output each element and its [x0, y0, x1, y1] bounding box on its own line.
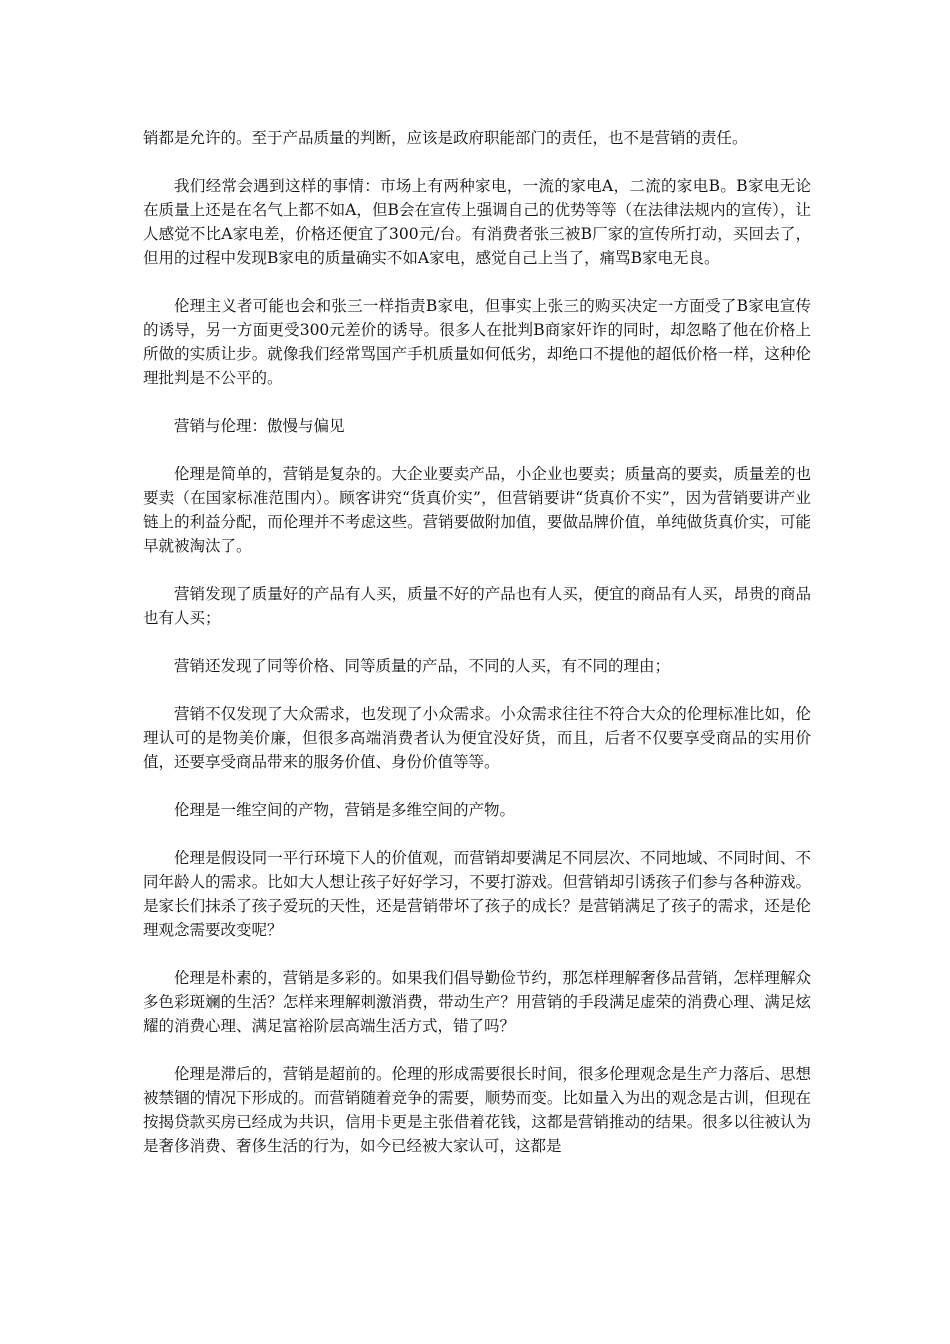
- paragraph-dimensions: 伦理是一维空间的产物，营销是多维空间的产物。: [174, 801, 516, 819]
- paragraph-continuation: 销都是允许的。至于产品质量的判断，应该是政府职能部门的责任，也不是营销的责任。: [143, 129, 748, 147]
- paragraph-values-environment: 伦理是假设同一平行环境下人的价值观，而营销却要满足不同层次、不同地域、不同时间、不同年龄人的需求。比如大人想让孩子好好学习，不要打游戏。但营销却引诱孩子们参与各种游戏。是家长们抹杀了孩子爱玩的天性，还是营销带坏了孩子的成长？是营销满足了孩子的需求，还是伦理观念需要改变呢？: [143, 849, 811, 939]
- document-body: [143, 126, 811, 1182]
- paragraph-marketing-discovery-1: 营销发现了质量好的产品有人买，质量不好的产品也有人买，便宜的商品有人买，昂贵的商品也有人买；: [143, 585, 811, 627]
- paragraph-lagging-vs-leading: 伦理是滞后的，营销是超前的。伦理的形成需要很长时间，很多伦理观念是生产力落后、思想被禁锢的情况下形成的。而营销随着竞争的需要，顺势而变。比如量入为出的观念是古训，但现在按揭贷款买房已经成为共识，信用卡更是主张借着花钱，这都是营销推动的结果。很多以往被认为是奢侈消费、奢侈生活的行为，如今已经被大家认可，这都是: [143, 1065, 811, 1155]
- paragraph-simple-vs-complex: 伦理是简单的，营销是复杂的。大企业要卖产品，小企业也要卖；质量高的要卖，质量差的也要卖（在国家标准范围内）。顾客讲究“货真价实”，但营销要讲“货真价不实”，因为营销要讲产业链上的利益分配，而伦理并不考虑这些。营销要做附加值，要做品牌价值，单纯做货真价实，可能早就被淘汰了。: [143, 465, 811, 555]
- paragraph-simple-vs-colorful: 伦理是朴素的，营销是多彩的。如果我们倡导勤俭节约，那怎样理解奢侈品营销，怎样理解众多色彩斑斓的生活？怎样来理解刺激消费，带动生产？用营销的手段满足虚荣的消费心理、满足炫耀的消费心理、满足富裕阶层高端生活方式，错了吗？: [143, 969, 811, 1035]
- paragraph-niche-demand: 营销不仅发现了大众需求，也发现了小众需求。小众需求往往不符合大众的伦理标准比如，伦理认可的是物美价廉，但很多高端消费者认为便宜没好货，而且，后者不仅要享受商品的实用价值，还要享受商品带来的服务价值、身份价值等等。: [143, 705, 811, 771]
- paragraph-appliance-example: 我们经常会遇到这样的事情：市场上有两种家电，一流的家电A，二流的家电B。B家电无论在质量上还是在名气上都不如A，但B会在宣传上强调自己的优势等等（在法律法规内的宣传），让人感觉不比A家电差，价格还便宜了300元/台。有消费者张三被B厂家的宣传所打动，买回去了，但用的过程中发现B家电的质量确实不如A家电，感觉自己上当了，痛骂B家电无良。: [143, 177, 811, 267]
- paragraph-ethicist-critique: 伦理主义者可能也会和张三一样指责B家电，但事实上张三的购买决定一方面受了B家电宣传的诱导，另一方面更受300元差价的诱导。很多人在批判B商家奸诈的同时，却忽略了他在价格上所做的实质让步。就像我们经常骂国产手机质量如何低劣，却绝口不提他的超低价格一样，这种伦理批判是不公平的。: [143, 297, 811, 387]
- paragraph-marketing-discovery-2: 营销还发现了同等价格、同等质量的产品，不同的人买，有不同的理由；: [174, 657, 671, 675]
- section-heading: 营销与伦理：傲慢与偏见: [174, 417, 345, 435]
